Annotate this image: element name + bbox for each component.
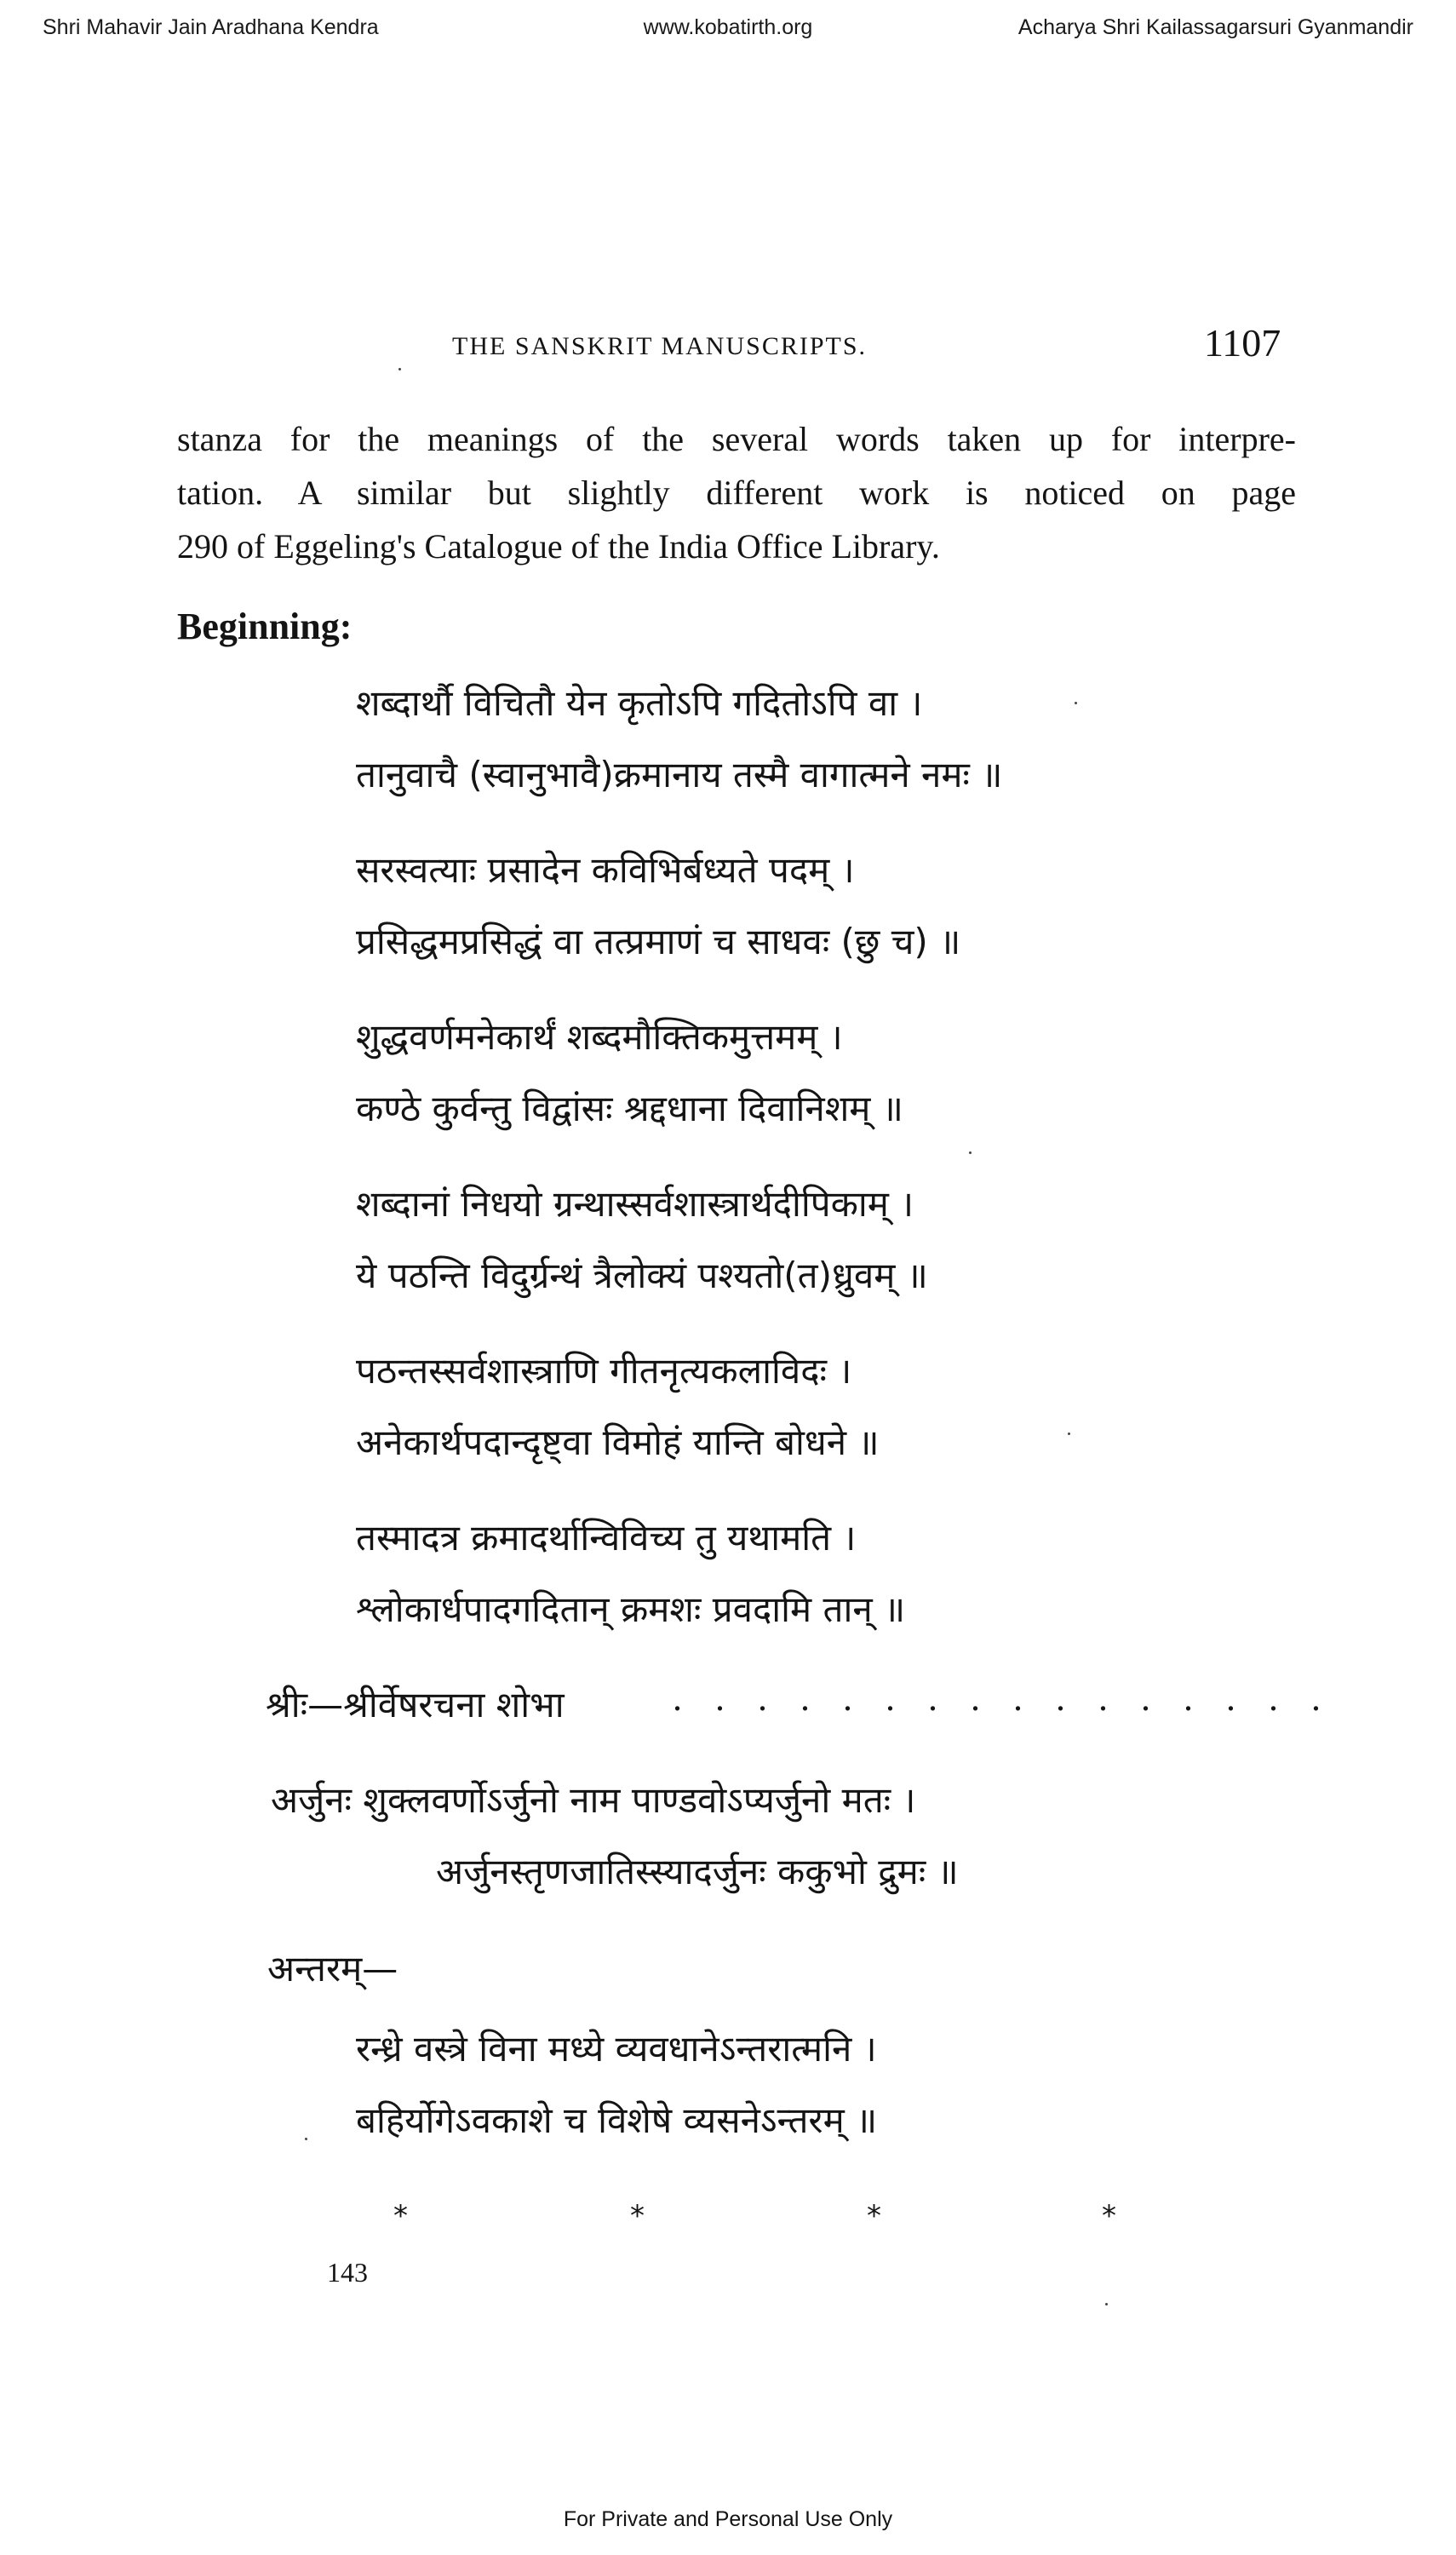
- verse-6-line-1: तस्मादत्र क्रमादर्थान्विविच्य तु यथामति ।: [356, 1517, 857, 1559]
- page-number: 1107: [1204, 321, 1281, 365]
- footer-notice: For Private and Personal Use Only: [563, 2507, 893, 2531]
- verse-3-line-1: शुद्धवर्णमनेकार्थं शब्दमौक्तिकमुत्तमम् ।: [356, 1016, 843, 1058]
- scan-speck: [1075, 702, 1077, 704]
- intro-line-2: tation. A similar but slightly different work is noticed on page: [177, 474, 1296, 512]
- scan-speck: [969, 1151, 972, 1154]
- verse-5-line-2: अनेकार्थपदान्दृष्ट्वा विमोहं यान्ति बोधने ॥: [356, 1421, 880, 1463]
- arjuna-entry-line-2: अर्जुनस्तृणजातिस्स्यादर्जुनः ककुभो द्रुमः ॥: [436, 1851, 959, 1892]
- verse-2-line-1: सरस्वत्याः प्रसादेन कविभिर्बध्यते पदम् ।: [356, 849, 855, 891]
- leader-dots: . . . . . . . . . . . . . . . .: [673, 1677, 1333, 1719]
- antaram-label: अन्तरम्—: [267, 1948, 398, 1989]
- separator-asterisk-4: *: [1102, 2199, 1116, 2233]
- verse-1-line-1: शब्दार्थौ विचितौ येन कृतोऽपि गदितोऽपि वा ।: [356, 682, 923, 724]
- shri-entry: श्रीः—श्रीर्वेषरचना शोभा: [266, 1684, 565, 1725]
- verse-3-line-2: कण्ठे कुर्वन्तु विद्वांसः श्रद्दधाना दिवानिशम् ॥: [356, 1088, 903, 1129]
- beginning-label: Beginning:: [177, 606, 353, 647]
- scan-speck: [305, 2138, 307, 2140]
- verse-4-line-2: ये पठन्ति विदुर्ग्रन्थं त्रैलोक्यं पश्यतो(त)ध्रुवम् ॥: [356, 1255, 928, 1296]
- verse-6-line-2: श्लोकार्धपादगदितान् क्रमशः प्रवदामि तान् ॥: [356, 1588, 906, 1630]
- scan-speck: [398, 368, 401, 370]
- arjuna-entry-line-1: अर्जुनः शुक्लवर्णोऽर्जुनो नाम पाण्डवोऽप्यर्जुनो मतः ।: [271, 1779, 916, 1821]
- verse-2-line-2: प्रसिद्धमप्रसिद्धं वा तत्प्रमाणं च साधवः (छु च) ॥: [356, 921, 961, 962]
- running-head: THE SANSKRIT MANUSCRIPTS.: [452, 332, 868, 360]
- verse-1-line-2: तानुवाचै (स्वानुभावै)क्रमानाय तस्मै वागात्मने नमः ॥: [356, 754, 1003, 795]
- verse-4-line-1: शब्दानां निधयो ग्रन्थास्सर्वशास्त्रार्थदीपिकाम् ।: [356, 1183, 914, 1225]
- intro-line-1: stanza for the meanings of the several words taken up for interpre-: [177, 420, 1296, 458]
- separator-asterisk-1: *: [393, 2199, 408, 2233]
- intro-line-3: 290 of Eggeling's Catalogue of the India Office Library.: [177, 527, 940, 566]
- scan-speck: [1105, 2303, 1108, 2305]
- separator-asterisk-3: *: [867, 2199, 881, 2233]
- scan-speck: [1068, 1433, 1070, 1435]
- header-right-library: Acharya Shri Kailassagarsuri Gyanmandir: [1017, 15, 1413, 39]
- header-left-publisher: Shri Mahavir Jain Aradhana Kendra: [43, 15, 379, 39]
- folio-signature: 143: [327, 2257, 368, 2288]
- intro-paragraph: [177, 412, 1296, 573]
- antaram-line-2: बहिर्योगेऽवकाशे च विशेषे व्यसनेऽन्तरम् ॥: [356, 2099, 878, 2141]
- antaram-line-1: रन्ध्रे वस्त्रे विना मध्ये व्यवधानेऽन्तरात्मनि ।: [356, 2028, 877, 2070]
- header-center-website: www.kobatirth.org: [643, 15, 813, 39]
- separator-asterisk-2: *: [630, 2199, 645, 2233]
- verse-5-line-1: पठन्तस्सर्वशास्त्राणि गीतनृत्यकलाविदः ।: [356, 1350, 852, 1392]
